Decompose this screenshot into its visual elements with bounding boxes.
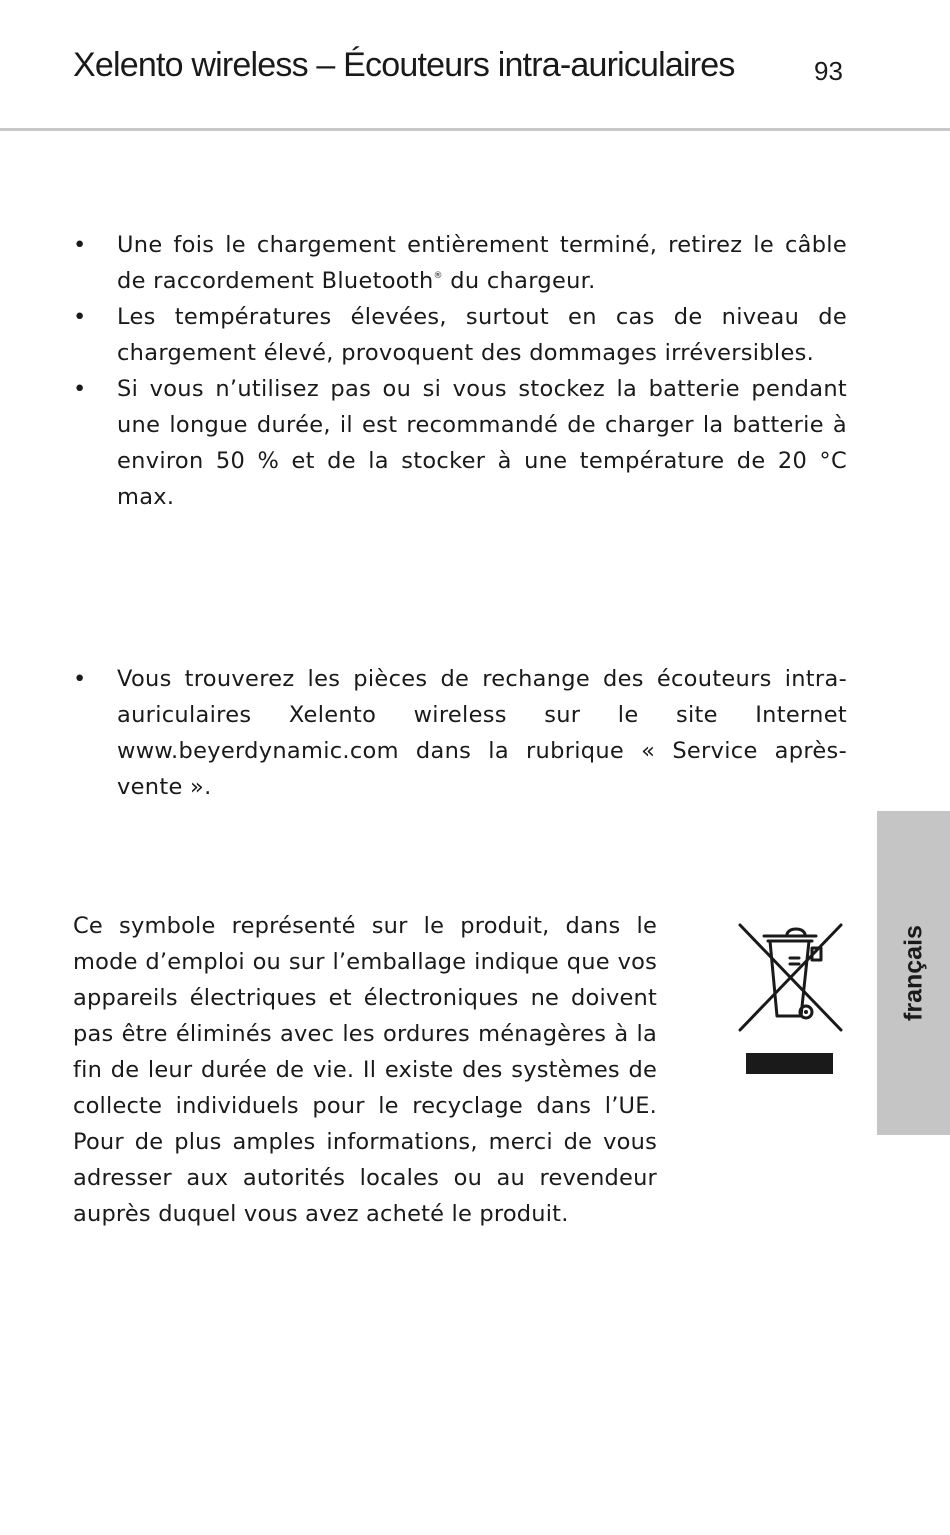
spare-parts-list — [73, 661, 847, 805]
disposal-paragraph: Ce symbole représenté sur le produit, dans le mode d’emploi ou sur l’emballage indique que vos appareils électriques et électroniques ne doivent pas être éliminés avec les ordures ménagères à la fin de leur durée de vie. Il existe des systèmes de collecte individuels pour le recyclage dans l’UE. Pour de plus amples informations, merci de vous adresser aux autorités locales ou au revendeur auprès duquel vous avez acheté le produit. — [73, 913, 657, 1227]
crossed-out-wheelie-bin-icon — [736, 920, 846, 1080]
page-header — [0, 0, 950, 131]
list-item-text: Si vous n’utilisez pas ou si vous stockez la batterie pendant une longue durée, il est recommandé de charger la batterie à environ 50 % et de la stocker à une température de 20 °C max. — [117, 376, 847, 510]
page-title: Xelento wireless – Écouteurs intra-auriculaires — [73, 46, 735, 84]
bullet: • — [73, 232, 87, 258]
storage-notes-list — [73, 227, 847, 515]
bullet: • — [73, 376, 87, 402]
list-item-text-end: du chargeur. — [442, 268, 596, 294]
registered-mark: ® — [433, 271, 443, 281]
language-tab-label: français — [899, 925, 927, 1021]
language-tab — [877, 811, 950, 1135]
bullet: • — [73, 304, 87, 330]
list-item-text: Vous trouverez les pièces de rechange des écouteurs intra-auriculaires Xelento wireless sur le site Internet www.beyerdynamic.com dans la rubrique « Service après-vente ». — [117, 666, 847, 800]
list-item-text: Une fois le chargement entièrement terminé, retirez le câble de raccordement Bluetooth — [117, 232, 847, 294]
list-item — [73, 227, 847, 299]
list-item — [73, 661, 847, 805]
page-number: 93 — [814, 56, 843, 86]
list-item — [73, 371, 847, 515]
bullet: • — [73, 666, 87, 692]
list-item-text: Les températures élevées, surtout en cas de niveau de chargement élevé, provoquent des dommages irréversibles. — [117, 304, 847, 366]
list-item — [73, 299, 847, 371]
